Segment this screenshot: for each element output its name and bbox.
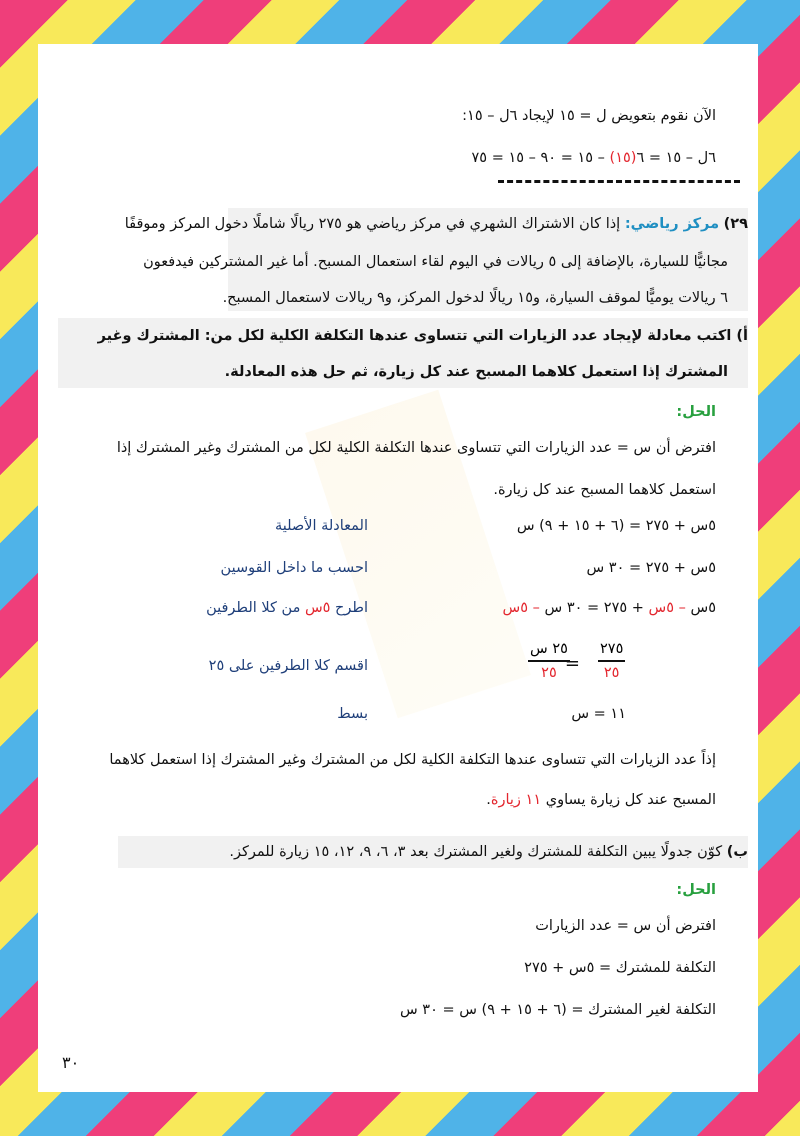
step-1-note: المعادلة الأصلية (274, 518, 368, 534)
fraction-right: ٢٥ س ٢٥ (528, 638, 570, 684)
conclusion-line-2: المسبح عند كل زيارة يساوي ١١ زيارة. (486, 792, 716, 808)
step-2-equation: ٥س + ٢٧٥ = ٣٠ س (586, 560, 716, 576)
step-2-note: احسب ما داخل القوسين (220, 560, 368, 576)
solution-a-line-2: استعمل كلاهما المسبح عند كل زيارة. (493, 482, 716, 498)
problem-line-2: مجانيًّا للسيارة، بالإضافة إلى ٥ ريالات في اليوم لقاء استعمال المسبح. أما غير المشتركين فيدفعون (143, 254, 728, 270)
part-b-label: ب) (726, 844, 748, 860)
solution-b-line-1: افترض أن س = عدد الزيارات (535, 918, 716, 934)
intro-line-2: ٦ل – ١٥ = ٦(١٥) – ١٥ = ٩٠ – ١٥ = ٧٥ (471, 150, 716, 166)
page-number: ٣٠ (62, 1053, 80, 1072)
solution-a-heading: الحل: (676, 404, 716, 420)
problem-number: ٢٩) (723, 216, 748, 232)
conclusion-line-1: إذاً عدد الزيارات التي تتساوى عندها التكلفة الكلية لكل من المشترك وغير المشترك إذا استعمل كلاهما (109, 752, 716, 768)
fraction-equals: = (564, 653, 580, 674)
problem-line-1: إذا كان الاشتراك الشهري في مركز رياضي هو ٢٧٥ ريالًا شاملًا دخول المركز وموقفًا (124, 216, 621, 232)
step-5-equation: ١١ = س (571, 706, 626, 722)
step-5-note: بسط (337, 706, 368, 722)
problem-first-line (125, 214, 748, 234)
step-3-note: اطرح ٥س من كلا الطرفين (206, 600, 368, 616)
solution-a-line-1: افترض أن س = عدد الزيارات التي تتساوى عندها التكلفة الكلية لكل من المشترك وغير المشترك إذا (116, 440, 716, 456)
problem-line-3: ٦ ريالات يوميًّا لموقف السيارة، و١٥ ريالًا لدخول المركز، و٩ ريالات لاستعمال المسبح. (222, 290, 728, 306)
part-a-label: أ) (736, 328, 748, 344)
solution-b-line-3: التكلفة لغير المشترك = (٦ + ١٥ + ٩) س = ٣٠ س (399, 1002, 716, 1018)
fraction-left: ٢٧٥ ٢٥ (598, 638, 625, 684)
solution-b-line-2: التكلفة للمشترك = ٥س + ٢٧٥ (524, 960, 716, 976)
part-a-line-1: أ) اكتب معادلة لإيجاد عدد الزيارات التي تتساوى عندها التكلفة الكلية لكل من: المشترك وغير (97, 328, 748, 344)
problem-label: مركز رياضي: (624, 216, 720, 232)
intro-line-1: الآن نقوم بتعويض ل = ١٥ لإيجاد ٦ل – ١٥: (462, 108, 716, 124)
solution-b-heading: الحل: (676, 882, 716, 898)
document-page (38, 44, 758, 1092)
part-a-line-2: المشترك إذا استعمل كلاهما المسبح عند كل زيارة، ثم حل هذه المعادلة. (224, 364, 728, 380)
step-3-equation: ٥س – ٥س + ٢٧٥ = ٣٠ س – ٥س (502, 600, 716, 616)
step-4-note: اقسم كلا الطرفين على ٢٥ (208, 658, 368, 674)
part-b-line: ب) كوّن جدولًا يبين التكلفة للمشترك ولغير المشترك بعد ٣، ٦، ٩، ١٢، ١٥ زيارة للمركز. (229, 844, 748, 860)
dashed-separator (498, 180, 740, 183)
step-1-equation: ٥س + ٢٧٥ = (٦ + ١٥ + ٩) س (516, 518, 716, 534)
